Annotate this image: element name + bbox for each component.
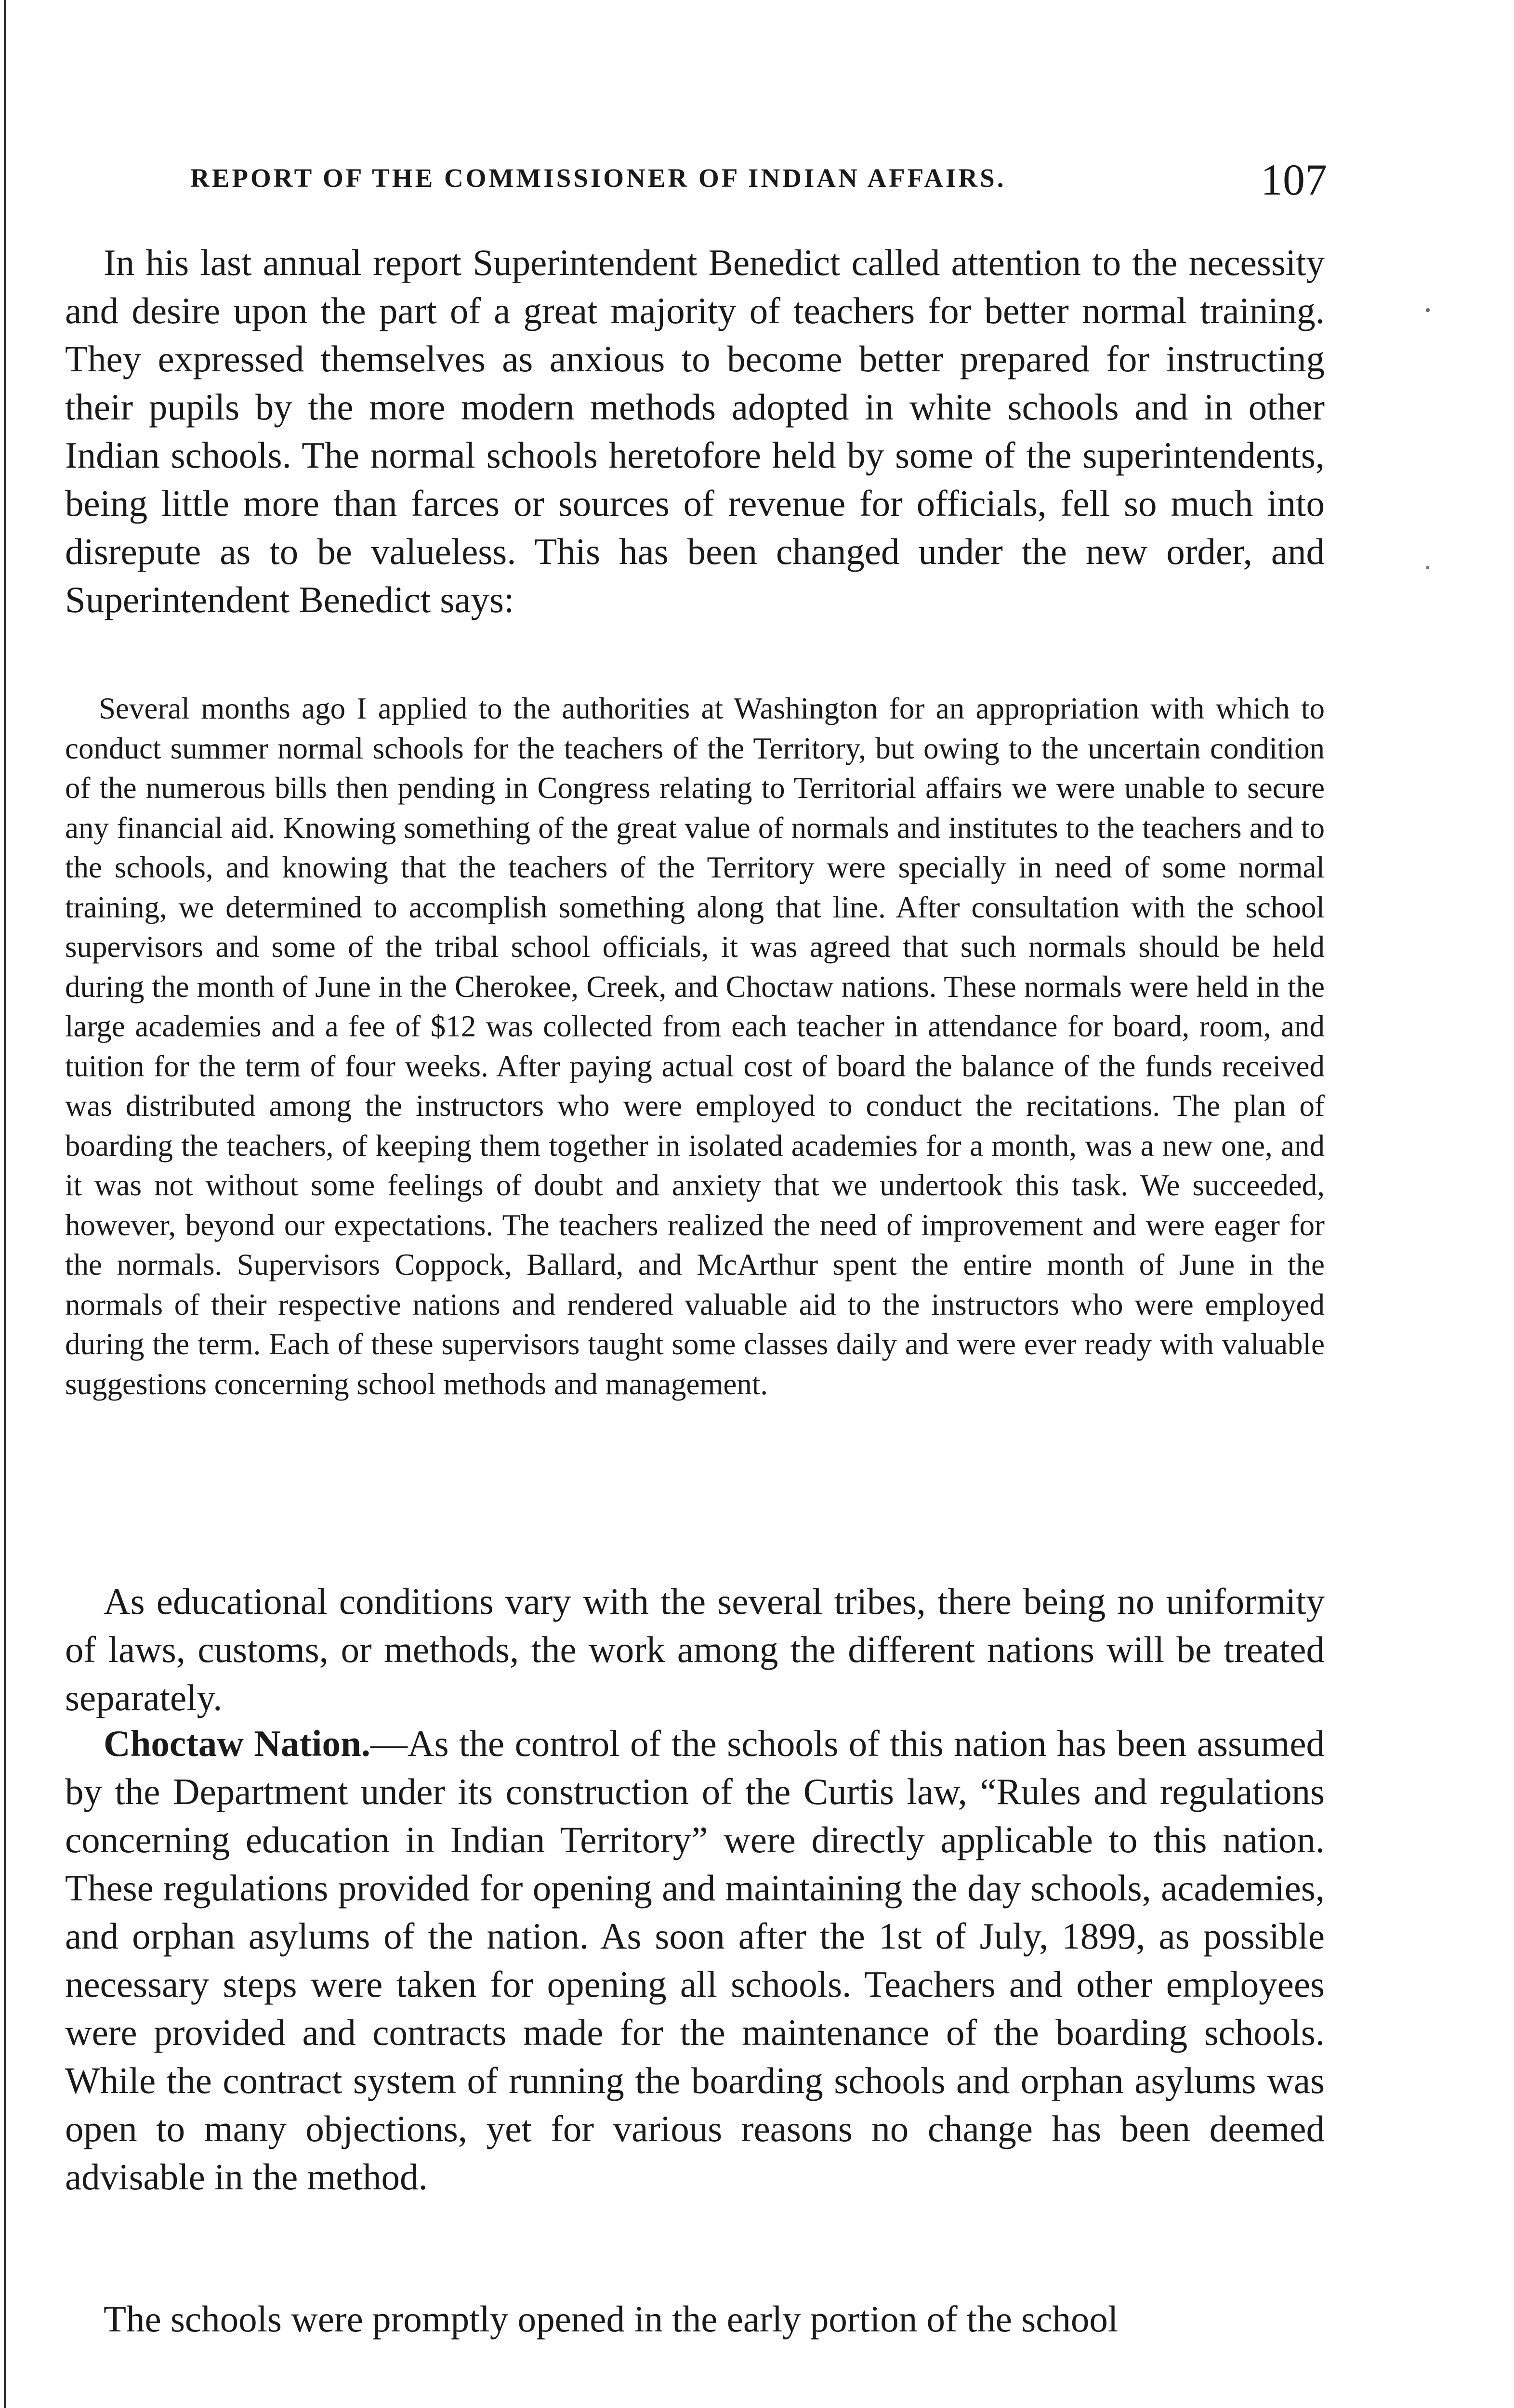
closing-paragraph-block: [65, 2295, 1325, 2343]
quote-paragraph: Several months ago I applied to the authorities at Washington for an appropriation with which to conduct summer normal schools for the teachers of the Territory, but owing to the uncertain condition of the numerous bills then pending in Congress relating to Territorial affairs we were unable to secure any financial aid. Knowing something of the great value of normals and institutes to the teachers and to the schools, and knowing that the teachers of the Territory were specially in need of some normal training, we determined to accomplish something along that line. After consultation with the school supervisors and some of the tribal school officials, it was agreed that such normals should be held during the month of June in the Cherokee, Creek, and Choctaw nations. These normals were held in the large academies and a fee of $12 was collected from each teacher in attendance for board, room, and tuition for the term of four weeks. After paying actual cost of board the balance of the funds received was distributed among the instructors who were employed to conduct the recitations. The plan of boarding the teachers, of keeping them together in isolated academies for a month, was a new one, and it was not without some feelings of doubt and anxiety that we undertook this task. We succeeded, however, beyond our expectations. The teachers realized the need of improvement and were eager for the normals. Supervisors Coppock, Ballard, and McArthur spent the entire month of June in the normals of their respective nations and rendered valuable aid to the instructors who were employed during the term. Each of these supervisors taught some classes daily and were ever ready with valuable suggestions concerning school methods and management.: [65, 692, 1325, 1401]
choctaw-heading: Choctaw Nation.: [104, 1723, 371, 1764]
margin-mark: [1426, 566, 1429, 569]
choctaw-paragraph-block: [65, 1719, 1325, 2297]
closing-paragraph: The schools were promptly opened in the early portion of the school: [104, 2298, 1119, 2340]
conditions-paragraph: As educational conditions vary with the several tribes, there being no uniformity of laws, customs, or methods, the work among the different nations will be treated separately.: [65, 1581, 1325, 1718]
block-quote: [65, 689, 1325, 1570]
page-left-border: [4, 0, 6, 2408]
intro-paragraph-block: [65, 238, 1325, 720]
header-title: REPORT OF THE COMMISSIONER OF INDIAN AFFAIRS.: [190, 163, 1006, 193]
choctaw-paragraph: [65, 1719, 1325, 2201]
page-number: 107: [1261, 155, 1327, 204]
choctaw-body: —As the control of the schools of this nation has been assumed by the Department under its construction of the Curtis law, “Rules and regulations concerning education in Indian Territory” were directly applicable to this nation. These regulations provided for opening and maintaining the day schools, academies, and orphan asylums of the nation. As soon after the 1st of July, 1899, as possible necessary steps were taken for opening all schools. Teachers and other employees were provided and contracts made for the maintenance of the boarding schools. While the contract system of running the boarding schools and orphan asylums was open to many objections, yet for various reasons no change has been deemed advisable in the method.: [65, 1723, 1325, 2198]
conditions-paragraph-block: [65, 1577, 1325, 1722]
margin-mark: [1426, 308, 1430, 312]
intro-paragraph: In his last annual report Superintendent Benedict called attention to the necessity and desire upon the part of a great majority of teachers for better normal training. They expressed themselves as anxious to become better prepared for instructing their pupils by the more modern methods adopted in white schools and in other Indian schools. The normal schools heretofore held by some of the superintendents, being little more than farces or sources of revenue for officials, fell so much into disrepute as to be valueless. This has been changed under the new order, and Superintendent Benedict says:: [65, 242, 1325, 620]
running-header: [190, 154, 1327, 207]
